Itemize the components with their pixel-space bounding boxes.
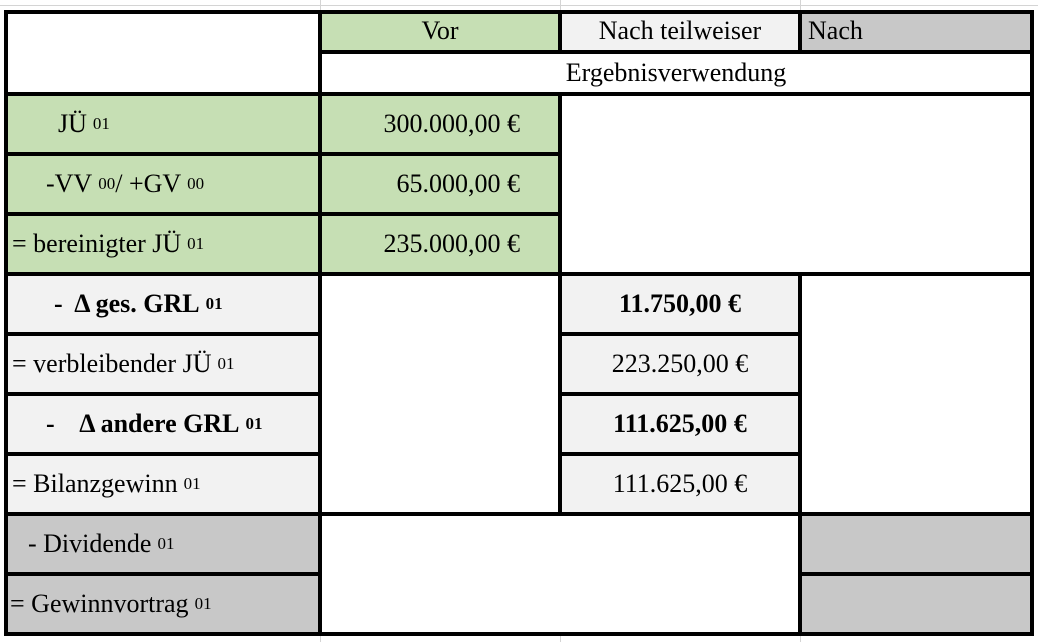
row-label-delta-ges-grl: - Δ ges. GRL 01	[6, 276, 318, 332]
border-header-mid	[318, 50, 1034, 54]
empty-block-upper-right	[562, 96, 1030, 272]
row-label-bereinigter-jue: = bereinigter JÜ 01	[6, 216, 318, 272]
border-row-9b	[798, 572, 1034, 576]
border-row-5b	[558, 332, 802, 336]
border-row-8	[4, 512, 1034, 516]
border-col-1	[318, 10, 322, 636]
border-col-3-top	[798, 10, 802, 54]
row-label-jue: JÜ 01	[6, 96, 318, 152]
row-label-vv-gv: -VV 00 / +GV 00	[6, 156, 318, 212]
cell-nach-gewinnvortrag	[802, 576, 1030, 632]
border-row-1	[4, 92, 1034, 96]
border-row-5	[4, 332, 322, 336]
empty-block-vor-middle	[322, 276, 558, 512]
header-col-nach: Nach	[802, 12, 1030, 50]
border-row-4	[4, 272, 1034, 276]
header-subheader: Ergebnisverwendung	[322, 54, 1030, 92]
border-right	[1030, 10, 1034, 636]
border-row-2	[4, 152, 562, 156]
border-bottom	[4, 632, 1034, 636]
row-value-vor-vv-gv: 65.000,00 €	[322, 156, 558, 212]
header-col-teilweise: Nach teilweiser	[562, 12, 798, 50]
border-col-2-mid	[558, 92, 562, 516]
header-label-empty	[6, 12, 318, 92]
border-row-7	[4, 452, 322, 456]
row-value-teilweise-delta-andere-grl: 111.625,00 €	[562, 396, 798, 452]
row-value-teilweise-delta-ges-grl: 11.750,00 €	[562, 276, 798, 332]
row-label-delta-andere-grl: - Δ andere GRL 01	[6, 396, 318, 452]
border-row-9	[4, 572, 322, 576]
row-label-bilanzgewinn: = Bilanzgewinn 01	[6, 456, 318, 512]
row-label-dividende: - Dividende 01	[6, 516, 318, 572]
border-col-3-mid	[798, 272, 802, 636]
empty-block-lower-middle	[322, 516, 798, 632]
border-row-6b	[558, 392, 802, 396]
border-col-2-top	[558, 10, 562, 54]
row-label-gewinnvortrag: = Gewinnvortrag 01	[6, 576, 318, 632]
row-value-teilweise-bilanzgewinn: 111.625,00 €	[562, 456, 798, 512]
border-left	[4, 10, 8, 636]
border-row-3	[4, 212, 562, 216]
border-row-6	[4, 392, 322, 396]
row-value-vor-bereinigter-jue: 235.000,00 €	[322, 216, 558, 272]
border-row-7b	[558, 452, 802, 456]
cell-nach-dividende	[802, 516, 1030, 572]
row-label-verbleibender-jue: = verbleibender JÜ 01	[6, 336, 318, 392]
header-col-vor: Vor	[322, 12, 558, 50]
border-top	[4, 10, 1034, 14]
row-value-teilweise-verbleibender-jue: 223.250,00 €	[562, 336, 798, 392]
row-value-vor-jue: 300.000,00 €	[322, 96, 558, 152]
empty-block-nach-middle	[802, 276, 1030, 512]
